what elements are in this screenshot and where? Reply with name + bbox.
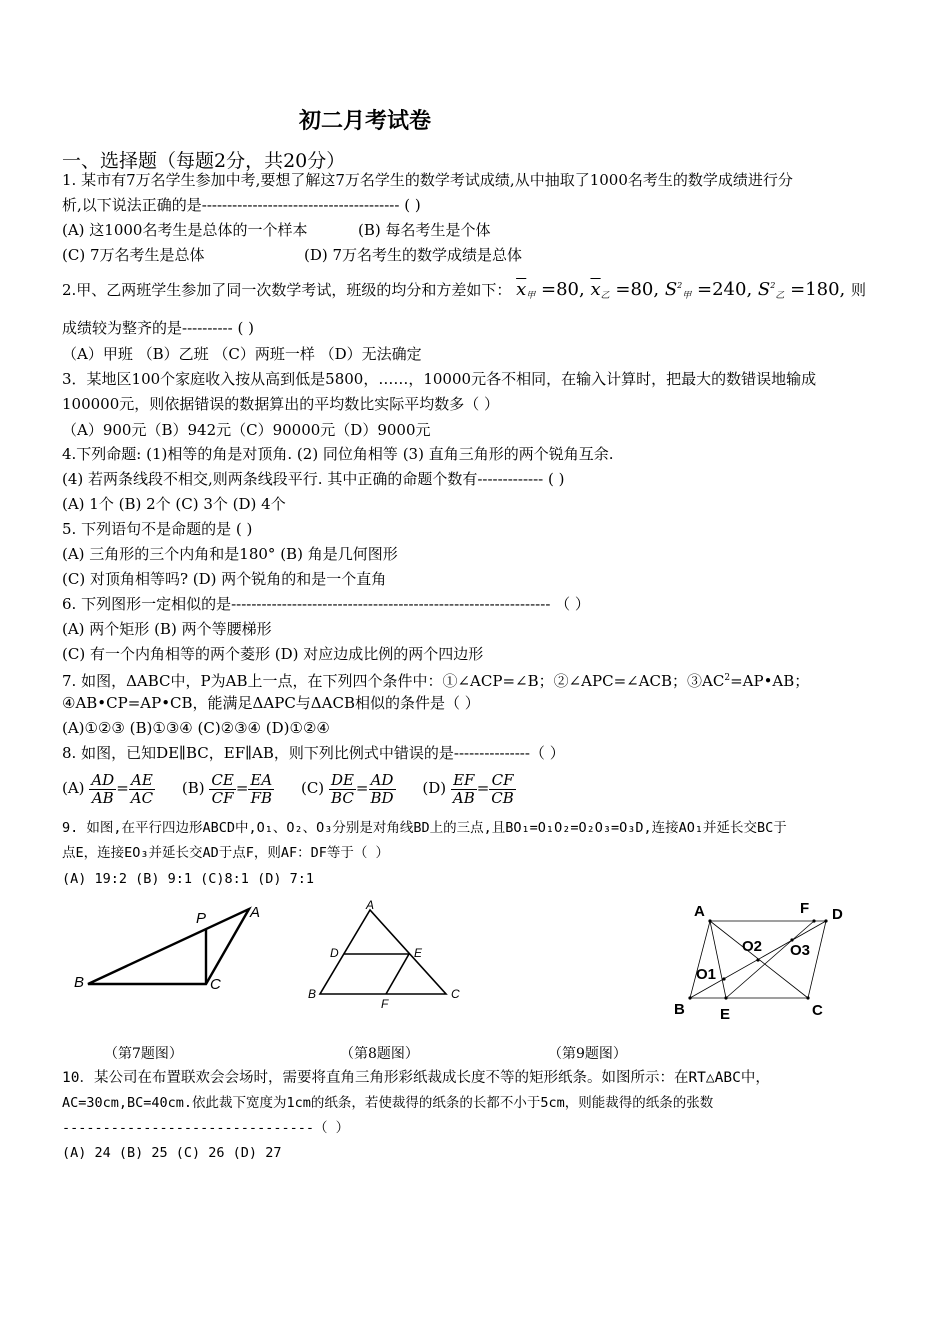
q9-options: (A) 19:2 (B) 9:1 (C)8:1 (D) 7:1: [62, 871, 314, 887]
fig7-label-a: A: [250, 904, 261, 921]
q10-line3: -------------------------------（ ）: [62, 1120, 350, 1136]
figure-9: [668, 895, 858, 1025]
q8-options: [62, 769, 538, 807]
q8-option-b: (B) $\frac{CE}{CF}$ = $\frac{EA}{FB}$: [181, 770, 273, 807]
q1-option-a: (A) 这1000名考生是总体的一个样本: [62, 221, 308, 239]
fig9-point-d: [824, 919, 827, 922]
q8-line1: 8. 如图，已知DE∥BC，EF∥AB，则下列比例式中错误的是---------------（ ）: [62, 744, 565, 762]
fig9-point-a: [708, 919, 711, 922]
fig9-label-o1: O1: [696, 966, 717, 983]
q10-line1: 10．某公司在布置联欢会会场时，需要将直角三角形彩纸裁成长度不等的矩形纸条。如图所示：在RT△ABC中，: [62, 1070, 770, 1086]
fig8-label-a: A: [366, 898, 375, 912]
fig7-label-b: B: [74, 974, 85, 991]
caption-fig9: （第9题图）: [548, 1046, 627, 1062]
figure-8: [300, 898, 470, 1008]
q8-option-d: (D) $\frac{EF}{AB}$ = $\frac{CF}{CB}$: [422, 770, 514, 807]
fig9-label-d: D: [832, 906, 843, 923]
q2-line1: [62, 276, 866, 306]
caption-fig8: （第8题图）: [340, 1046, 419, 1062]
q7-line1: 7. 如图，ΔABC中，P为AB上一点，在下列四个条件中：①∠ACP=∠B；②∠APC=∠ACB；$③AC^2=AP•AB$；: [62, 672, 810, 690]
q4-line1: 4.下列命题: (1)相等的角是对顶角. (2) 同位角相等 (3) 直角三角形的两个锐角互余.: [62, 445, 614, 463]
q2-formula: $\overline{x}_甲 =80$, $\overline{x}_乙 =80$, $S^2_甲 =240$, $S^2_乙 =180$,: [516, 279, 846, 301]
q1-option-c: (C) 7万名考生是总体: [62, 246, 205, 264]
fig9-label-o3: O3: [790, 942, 811, 959]
q3-line2: 100000元，则依据错误的数据算出的平均数比实际平均数多（ ）: [62, 395, 500, 413]
fig9-segment-ef: [726, 921, 814, 998]
q9-line1: 9. 如图,在平行四边形ABCD中,O₁、O₂、O₃分别是对角线BD上的三点,且BO₁=O₁O₂=O₂O₃=O₃D,连接AO₁并延长交BC于: [62, 820, 787, 836]
q2-options: （A）甲班 （B）乙班 （C）两班一样 （D）无法确定: [62, 345, 422, 363]
fig9-point-e: [724, 996, 727, 999]
fig8-segment-ef: [386, 954, 409, 994]
q6-line3: (C) 有一个内角相等的两个菱形 (D) 对应边成比例的两个四边形: [62, 645, 484, 663]
q5-line3: (C) 对顶角相等吗? (D) 两个锐角的和是一个直角: [62, 570, 387, 588]
q4-line2: (4) 若两条线段不相交,则两条线段平行. 其中正确的命题个数有------------- ( ): [62, 470, 565, 488]
fig7-triangle: [88, 909, 249, 984]
q5-line1: 5. 下列语句不是命题的是 ( ): [62, 520, 253, 538]
q6-line1: 6. 下列图形一定相似的是--------------------------------------------------------------- （ ）: [62, 595, 590, 613]
fig9-label-a: A: [694, 903, 705, 920]
q7-line2: ④AB•CP=AP•CB，能满足ΔAPC与ΔACB相似的条件是（ ）: [62, 694, 480, 712]
fig9-segment-ae: [710, 921, 726, 998]
section-heading: 一、选择题（每题2分，共20分）: [62, 150, 346, 172]
fig9-point-o1: [722, 977, 725, 980]
q3-options: （A）900元（B）942元（C）90000元（D）9000元: [62, 421, 431, 439]
q8-option-a: (A) $\frac{AD}{AB}$ = $\frac{AE}{AC}$: [62, 770, 154, 807]
fig9-point-o2: [756, 958, 759, 961]
q9-line2: 点E，连接EO₃并延长交AD于点F，则AF：DF等于（ ）: [62, 845, 390, 861]
q8-option-c: (C) $\frac{DE}{BC}$ = $\frac{AD}{BD}$: [300, 770, 394, 807]
q10-options: (A) 24 (B) 25 (C) 26 (D) 27: [62, 1145, 282, 1161]
q2-tail: 则: [851, 281, 867, 299]
fig8-label-f: F: [381, 997, 389, 1008]
q10-line2: AC=30cm,BC=40cm.依此裁下宽度为1cm的纸条，若使裁得的纸条的长都不小于5cm，则能裁得的纸条的张数: [62, 1095, 714, 1111]
fig9-label-c: C: [812, 1002, 823, 1019]
q2-lead: 2.甲、乙两班学生参加了同一次数学考试，班级的均分和方差如下：: [62, 281, 512, 299]
q6-line2: (A) 两个矩形 (B) 两个等腰梯形: [62, 620, 272, 638]
q1-option-b: (B) 每名考生是个体: [358, 221, 491, 239]
q1-line1: 1. 某市有7万名学生参加中考,要想了解这7万名学生的数学考试成绩,从中抽取了1000名考生的数学成绩进行分: [62, 171, 793, 189]
q2-line2: 成绩较为整齐的是---------- ( ): [62, 319, 254, 337]
q1-line2: 析,以下说法正确的是--------------------------------------- ( ): [62, 196, 421, 214]
fig9-point-b: [688, 996, 691, 999]
fig9-point-f: [812, 919, 815, 922]
fig9-label-b: B: [674, 1001, 685, 1018]
q4-options: (A) 1个 (B) 2个 (C) 3个 (D) 4个: [62, 495, 286, 513]
q3-line1: 3．某地区100个家庭收入按从高到低是5800，……，10000元各不相同，在输入计算时，把最大的数错误地输成: [62, 370, 817, 388]
fig7-label-p: P: [196, 910, 207, 927]
fig8-label-d: D: [330, 946, 339, 960]
page-title: 初二月考试卷: [298, 108, 431, 134]
fig8-label-e: E: [414, 946, 423, 960]
fig9-label-f: F: [800, 900, 810, 917]
caption-fig7: （第7题图）: [104, 1046, 183, 1062]
q7-options: (A)①②③ (B)①③④ (C)②③④ (D)①②④: [62, 719, 330, 737]
figure-7: [70, 895, 270, 1000]
fig8-label-b: B: [308, 987, 317, 1001]
q1-option-d: (D) 7万名考生的数学成绩是总体: [304, 246, 523, 264]
fig9-label-e: E: [720, 1006, 731, 1023]
fig9-point-c: [806, 996, 809, 999]
q5-line2: (A) 三角形的三个内角和是180° (B) 角是几何图形: [62, 545, 398, 563]
fig8-triangle: [320, 910, 446, 994]
fig9-label-o2: O2: [742, 938, 763, 955]
fig7-label-c: C: [210, 976, 221, 993]
fig8-label-c: C: [451, 987, 460, 1001]
